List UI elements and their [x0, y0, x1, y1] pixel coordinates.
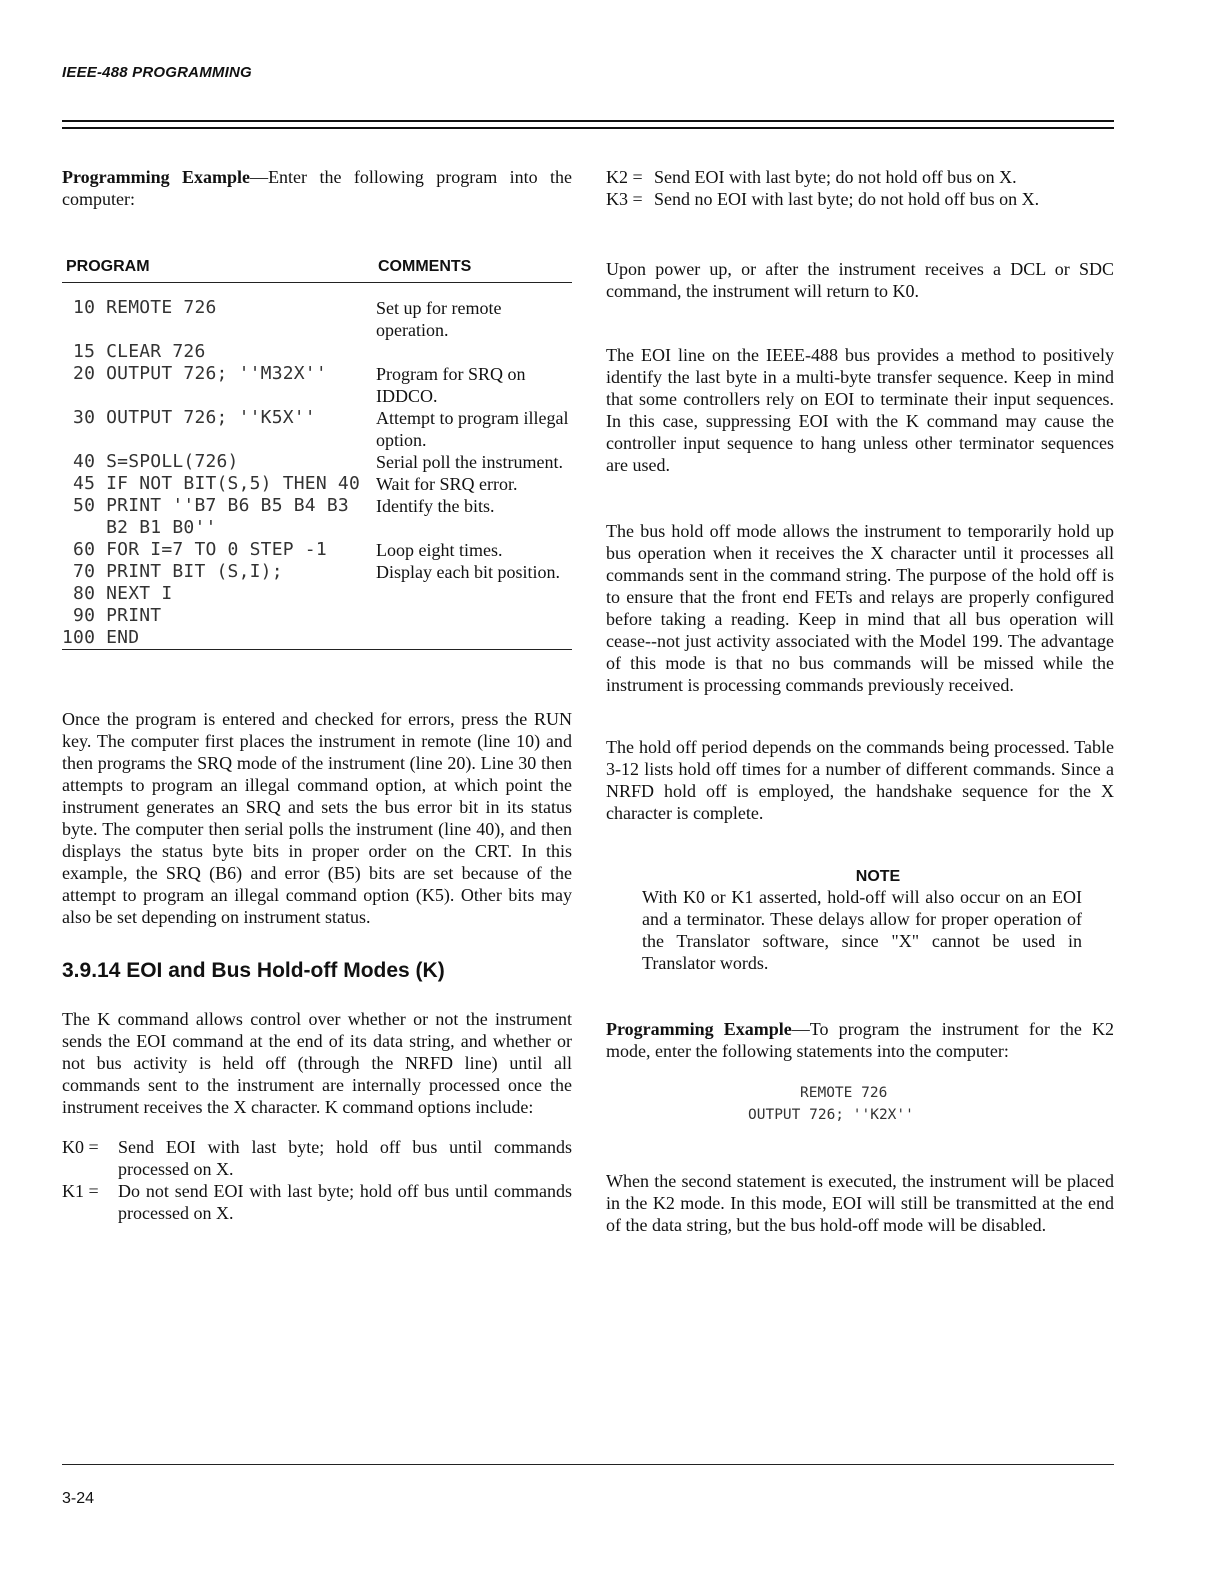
program-line — [62, 363, 572, 407]
note-box — [606, 868, 1114, 974]
program-line — [62, 407, 572, 451]
program-code: 20 OUTPUT 726; ''M32X'' — [62, 363, 327, 384]
program-comment: Identify the bits. — [376, 496, 495, 516]
program-code: 10 REMOTE 726 — [62, 297, 217, 318]
program-explanation: Once the program is entered and checked for errors, press the RUN key. The computer first places the instrument in remote (line 10) and then programs the SRQ mode of the instrument (line 20). Line 30 then attempts to program an illegal command option, at which point the instrument generates an SRQ and sets the bus error bit in its status byte. The computer then serial polls the instrument (line 40), and then displays the status byte bits in proper order on the CRT. In this example, the SRQ (B6) and error (B5) bits are set because of the attempt to program an illegal command option (K5). Other bits may also be set depending on instrument status. — [62, 709, 572, 927]
footer-rule — [62, 1464, 1114, 1465]
option-k0 — [62, 1136, 572, 1180]
program-line — [62, 451, 572, 473]
program-comment: Wait for SRQ error. — [376, 474, 518, 494]
option-k3 — [606, 188, 1114, 210]
program-line — [62, 539, 572, 561]
note-title: NOTE — [855, 868, 901, 885]
option-k1 — [62, 1180, 572, 1224]
program-table-header — [62, 256, 572, 283]
option-desc: Send EOI with last byte; hold off bus until commands processed on X. — [118, 1137, 572, 1179]
k2-example-intro — [606, 1018, 1114, 1062]
hold-off-paragraph: The bus hold off mode allows the instrument to temporarily hold up bus operation when it receives the X character until it processes all commands sent in the command string. The purpose of the hold off is to ensure that the front end FETs and relays are properly configured before taking a reading. Keep in mind that all bus operation will cease--not just activity associated with the Model 199. The advantage of this mode is that no bus commands will be missed while the instrument is processing commands previously received. — [606, 521, 1114, 695]
program-line — [62, 605, 572, 627]
program-comment — [376, 583, 572, 605]
program-comment — [376, 341, 572, 363]
power-up-paragraph: Upon power up, or after the instrument receives a DCL or SDC command, the instrument will return to K0. — [606, 259, 1114, 301]
example-label: Programming Example — [606, 1019, 792, 1039]
programming-example-intro — [62, 166, 572, 210]
option-key: K2 = — [606, 167, 643, 187]
header-rule — [62, 120, 1114, 129]
program-comment: Attempt to program illegal option. — [376, 408, 569, 450]
comments-column-header: COMMENTS — [378, 258, 472, 275]
left-column — [62, 166, 572, 1224]
program-code: 15 CLEAR 726 — [62, 341, 206, 362]
eoi-paragraph: The EOI line on the IEEE-488 bus provides a method to positively identify the last byte in a multi-byte transfer sequence. Keep in mind that some controllers rely on EOI to terminate their input sequences. In this case, suppressing EOI with the K command may cause the controller input sequence to hang unless other terminator sequences are used. — [606, 345, 1114, 475]
right-column — [606, 166, 1114, 1236]
section-heading: 3.9.14 EOI and Bus Hold-off Modes (K) — [62, 959, 445, 982]
program-code: 90 PRINT — [62, 605, 162, 626]
program-comment: Display each bit position. — [376, 562, 560, 582]
program-code: 50 PRINT ''B7 B6 B5 B4 B3 B2 B1 B0'' — [73, 495, 349, 538]
option-k2 — [606, 166, 1114, 188]
program-line — [62, 495, 572, 539]
option-key: K1 = — [62, 1181, 99, 1201]
program-code: 100 END — [62, 627, 140, 648]
program-table-end-rule — [62, 649, 572, 650]
program-comment: Set up for remote operation. — [376, 298, 502, 340]
program-comment — [376, 627, 572, 649]
running-header: IEEE-488 PROGRAMMING — [62, 64, 252, 81]
k-options-left — [62, 1136, 572, 1224]
option-key: K3 = — [606, 189, 643, 209]
note-body: With K0 or K1 asserted, hold-off will also occur on an EOI and a terminator. These delays allow for proper operation of the Translator software, since "X" cannot be used in Translator words. — [642, 887, 1082, 973]
result-paragraph: When the second statement is executed, the instrument will be placed in the K2 mode. In this mode, EOI will still be transmitted at the end of the data string, but the bus hold-off mode will be disabled. — [606, 1171, 1114, 1235]
program-column-header: PROGRAM — [66, 258, 150, 275]
program-line — [62, 297, 572, 341]
program-code: 60 FOR I=7 TO 0 STEP -1 — [62, 539, 327, 560]
program-line — [62, 583, 572, 605]
program-code: 70 PRINT BIT (S,I); — [62, 561, 283, 582]
program-line — [62, 473, 572, 495]
program-code: 30 OUTPUT 726; ''K5X'' — [62, 407, 316, 428]
option-key: K0 = — [62, 1137, 99, 1157]
k2-statements — [606, 1082, 1114, 1126]
program-comment: Loop eight times. — [376, 540, 503, 560]
program-code: 80 NEXT I — [62, 583, 173, 604]
program-line — [62, 561, 572, 583]
hold-off-period-paragraph: The hold off period depends on the commands being processed. Table 3-12 lists hold off times for a number of different commands. Since a NRFD hold off is employed, the handshake sequence for the X character is complete. — [606, 737, 1114, 823]
intro-text: —Enter the following program into the computer: — [62, 167, 573, 209]
program-line — [62, 627, 572, 649]
statement-line: OUTPUT 726; ''K2X'' — [748, 1107, 914, 1123]
program-code: 45 IF NOT BIT(S,5) THEN 40 — [62, 473, 360, 494]
program-comment — [376, 605, 572, 627]
program-comment: Serial poll the instrument. — [376, 452, 563, 472]
option-desc: Send no EOI with last byte; do not hold off bus on X. — [654, 189, 1040, 209]
k-options-right — [606, 166, 1114, 210]
program-line — [62, 341, 572, 363]
statement-line: REMOTE 726 — [800, 1085, 888, 1101]
program-listing — [62, 297, 572, 649]
intro-label: Programming Example — [62, 167, 251, 187]
option-desc: Do not send EOI with last byte; hold off bus until commands processed on X. — [118, 1181, 572, 1223]
example-text: —To program the instrument for the K2 mode, enter the following statements into the computer: — [606, 1019, 1114, 1061]
program-comment: Program for SRQ on IDDCO. — [376, 364, 526, 406]
page-number: 3-24 — [62, 1490, 95, 1507]
program-code: 40 S=SPOLL(726) — [62, 451, 239, 472]
section-intro: The K command allows control over whether or not the instrument sends the EOI command at the end of its data string, and whether or not bus activity is held off (through the NRFD line) until all commands sent to the instrument are internally processed once the instrument receives the X character. K command options include: — [62, 1009, 572, 1117]
option-desc: Send EOI with last byte; do not hold off bus on X. — [654, 167, 1017, 187]
